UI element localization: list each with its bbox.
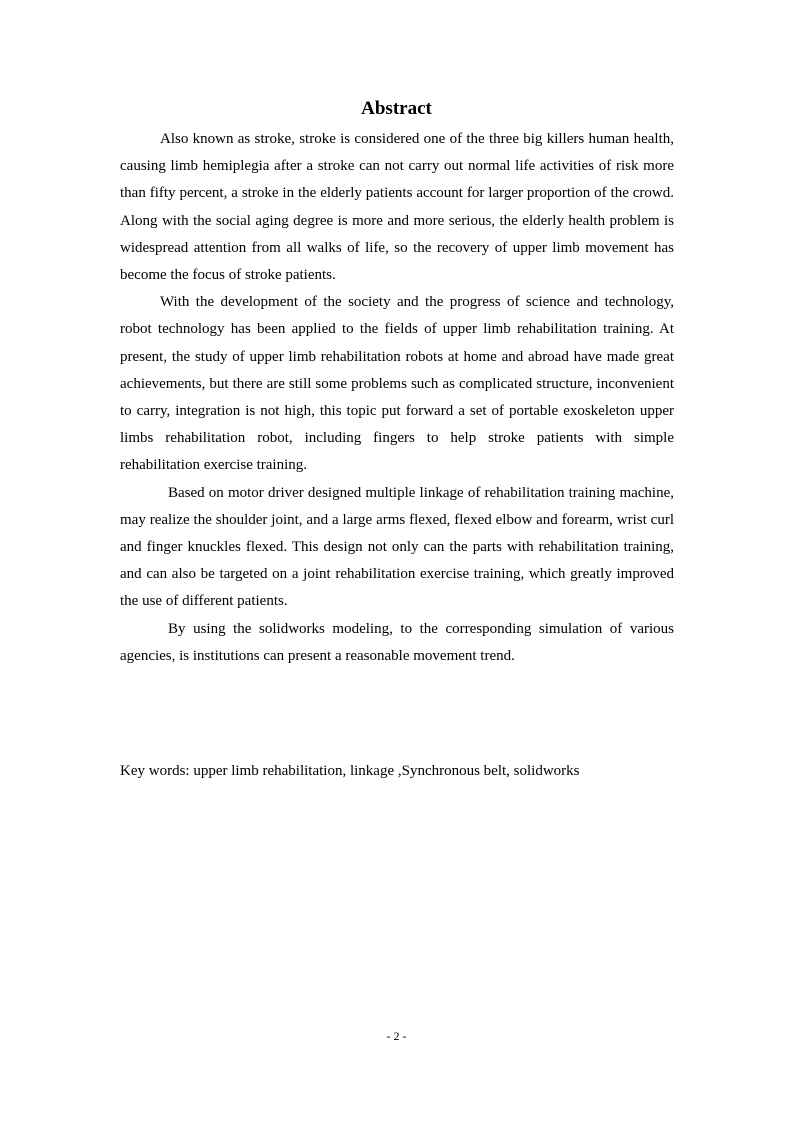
abstract-body [120,126,674,670]
abstract-paragraph-2: With the development of the society and the progress of science and technology, robot technology has been applied to the fields of upper limb rehabilitation training. At present, the study of upper limb rehabilitation robots at home and abroad have made great achievements, but there are still some problems such as complicated structure, inconvenient to carry, integration is not high, this topic put forward a set of portable exoskeleton upper limbs rehabilitation robot, including fingers to help stroke patients with simple rehabilitation exercise training. [120,294,674,474]
abstract-paragraph-3: Based on motor driver designed multiple linkage of rehabilitation training machine, may realize the shoulder joint, and a large arms flexed, flexed elbow and forearm, wrist curl and finger knuckles flexed. This design not only can the parts with rehabilitation training, and can also be targeted on a joint rehabilitation exercise training, which greatly improved the use of different patients. [120,484,674,610]
abstract-paragraph-4: By using the solidworks modeling, to the corresponding simulation of various agencies, is institutions can present a reasonable movement trend. [120,620,674,664]
abstract-title: Abstract [361,98,432,119]
abstract-paragraph-1: Also known as stroke, stroke is considered one of the three big killers human health, causing limb hemiplegia after a stroke can not carry out normal life activities of risk more than fifty percent, a stroke in the elderly patients account for larger proportion of the crowd. Along with the social aging degree is more and more serious, the elderly health problem is widespread attention from all walks of life, so the recovery of upper limb movement has become the focus of stroke patients. [120,131,674,284]
page-number: - 2 - [386,1029,407,1043]
keywords-line: Key words: upper limb rehabilitation, linkage ,Synchronous belt, solidworks [120,763,580,779]
